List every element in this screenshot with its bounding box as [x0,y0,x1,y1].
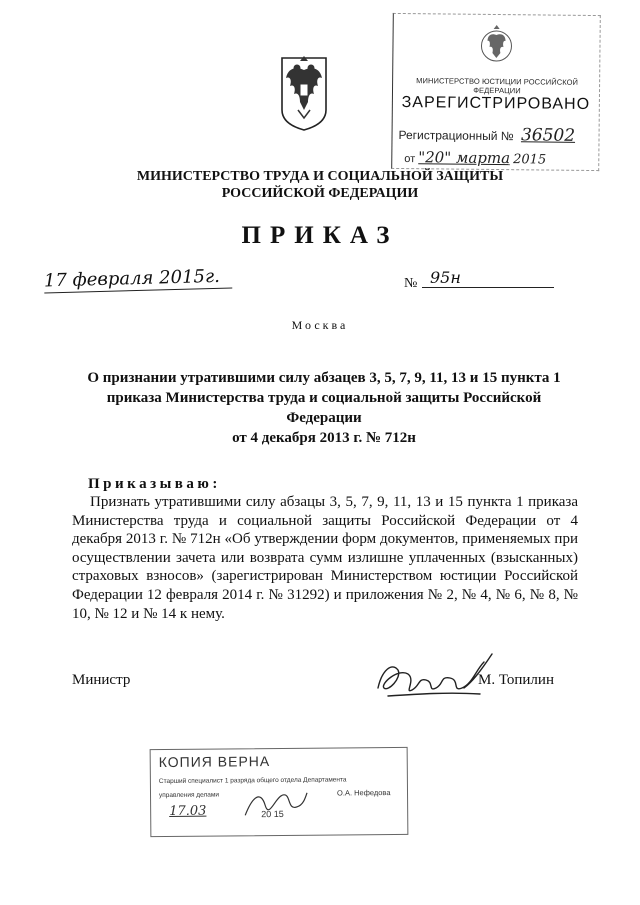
stamp-date-prefix: от [404,153,416,166]
justice-emblem-icon [479,23,513,69]
ministry-line-2: РОССИЙСКОЙ ФЕДЕРАЦИИ [221,186,419,201]
order-number: 95н [422,268,554,288]
stamp-date-value: "20" марта [418,148,511,168]
ministry-line-1: МИНИСТЕРСТВО ТРУДА И СОЦИАЛЬНОЙ ЗАЩИТЫ [136,169,504,184]
order-date: 17 февраля 2015г. [44,266,233,294]
order-body-text: Признать утратившими силу абзацы 3, 5, 7, 9, 11, 13 и 15 пункта 1 приказа Министерства труда и социальной защиты Российской Федерации от 4 декабря 2013 г. № 712н «Об утверждении форм документов, применяемых при осуществлении зачета или возврата сумм излишне уплаченных (взысканных) страховых взносов» (зарегистрирован Министерством юстиции Российской Федерации 12 февраля 2014 г. № 31292) и приложения № 2, № 4, № 6, № 8, № 10, № 12 и № 14 к нему. [72,494,578,622]
signer-title: Министр [72,672,131,688]
copy-stamp-signature [239,785,309,826]
copy-verified-stamp [150,747,409,837]
copy-stamp-signer: О.А. Нефедова [336,788,391,798]
order-directive-word: Приказываю: [88,476,221,492]
copy-stamp-date: 17.03 [169,803,207,819]
stamp-number-label: Регистрационный № [398,127,514,144]
city: Москва [291,318,349,332]
stamp-date [404,148,546,167]
signer-name: М. Топилин [478,672,554,688]
copy-stamp-title: КОПИЯ ВЕРНА [158,753,271,771]
stamp-registration-number [398,124,575,146]
subject-line-3: от 4 декабря 2013 г. № 712н [232,430,416,446]
stamp-title: ЗАРЕГИСТРИРОВАНО [401,94,591,113]
ministry-heading [120,168,520,202]
order-number-label: № [404,276,418,291]
copy-stamp-department: управления делами [158,791,220,800]
document-type: ПРИКАЗ [241,222,399,249]
stamp-number-value: 36502 [520,125,576,146]
subject-line-2: приказа Министерства труда и социальной защиты Российской Федерации [106,390,542,426]
subject-line-1: О признании утратившими силу абзацев 3, 5, 7, 9, 11, 13 и 15 пункта 1 [87,370,561,386]
stamp-year-value: 2015 [513,152,547,168]
copy-stamp-position: Старший специалист 1 разряда общего отдела Департамента [158,776,347,786]
order-subject [80,368,568,448]
state-emblem-icon [278,52,330,132]
stamp-ministry: МИНИСТЕРСТВО ЮСТИЦИИ РОССИЙСКОЙ ФЕДЕРАЦИИ [416,76,579,96]
registration-stamp [391,13,601,171]
copy-stamp-year: 20 15 [261,808,284,820]
